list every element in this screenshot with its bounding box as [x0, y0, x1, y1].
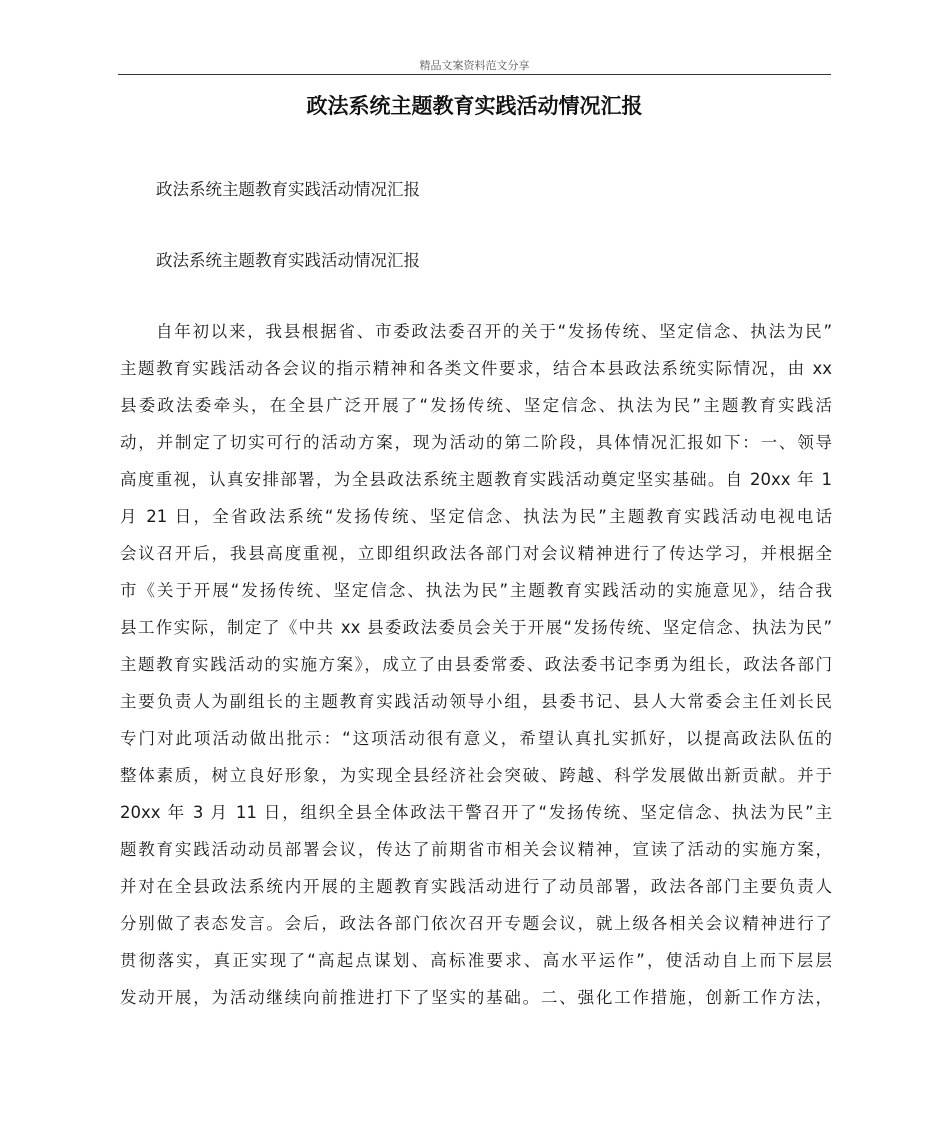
document-subtitle-1: 政法系统主题教育实践活动情况汇报: [156, 180, 420, 199]
body-line: 主题教育实践活动各会议的指示精神和各类文件要求，结合本县政法系统实际情况，由 xx: [120, 359, 832, 378]
body-line: 20xx 年 3 月 11 日，组织全县全体政法干警召开了“发扬传统、坚定信念、执法为民”主: [120, 803, 832, 822]
body-line: 县工作实际，制定了《中共 xx 县委政法委员会关于开展“发扬传统、坚定信念、执法为民”: [120, 618, 832, 637]
body-line: 市《关于开展“发扬传统、坚定信念、执法为民”主题教育实践活动的实施意见》，结合我: [120, 581, 832, 600]
document-title: 政法系统主题教育实践活动情况汇报: [306, 94, 643, 118]
body-line: 发动开展，为活动继续向前推进打下了坚实的基础。二、强化工作措施，创新工作方法，: [120, 988, 832, 1007]
body-line: 专门对此项活动做出批示：“这项活动很有意义，希望认真扎实抓好，以提高政法队伍的: [120, 729, 832, 748]
body-line: 并对在全县政法系统内开展的主题教育实践活动进行了动员部署，政法各部门主要负责人: [120, 877, 832, 896]
document-body: [120, 318, 832, 1021]
body-line: 县委政法委牵头，在全县广泛开展了“发扬传统、坚定信念、执法为民”主题教育实践活: [120, 396, 832, 415]
body-line: 题教育实践活动动员部署会议，传达了前期省市相关会议精神，宣读了活动的实施方案，: [120, 840, 832, 859]
body-line: 主要负责人为副组长的主题教育实践活动领导小组，县委书记、县人大常委会主任刘长民: [120, 692, 832, 711]
body-line: 主题教育实践活动的实施方案》，成立了由县委常委、政法委书记李勇为组长，政法各部门: [120, 655, 832, 674]
body-line: 动，并制定了切实可行的活动方案，现为活动的第二阶段，具体情况汇报如下：一、领导: [120, 433, 832, 452]
page-header: 精品文案资料范文分享: [118, 58, 831, 75]
body-line: 贯彻落实，真正实现了“高起点谋划、高标准要求、高水平运作”，使活动自上而下层层: [120, 951, 832, 970]
body-line: 会议召开后，我县高度重视，立即组织政法各部门对会议精神进行了传达学习，并根据全: [120, 544, 832, 563]
body-line: 分别做了表态发言。会后，政法各部门依次召开专题会议，就上级各相关会议精神进行了: [120, 914, 832, 933]
body-line: 自年初以来，我县根据省、市委政法委召开的关于“发扬传统、坚定信念、执法为民”: [156, 322, 832, 341]
body-line: 高度重视，认真安排部署，为全县政法系统主题教育实践活动奠定坚实基础。自 20xx 年 1: [120, 470, 832, 489]
body-line: 整体素质，树立良好形象，为实现全县经济社会突破、跨越、科学发展做出新贡献。并于: [120, 766, 832, 785]
document-subtitle-2: 政法系统主题教育实践活动情况汇报: [156, 251, 420, 270]
body-line: 月 21 日，全省政法系统“发扬传统、坚定信念、执法为民”主题教育实践活动电视电话: [120, 507, 832, 526]
